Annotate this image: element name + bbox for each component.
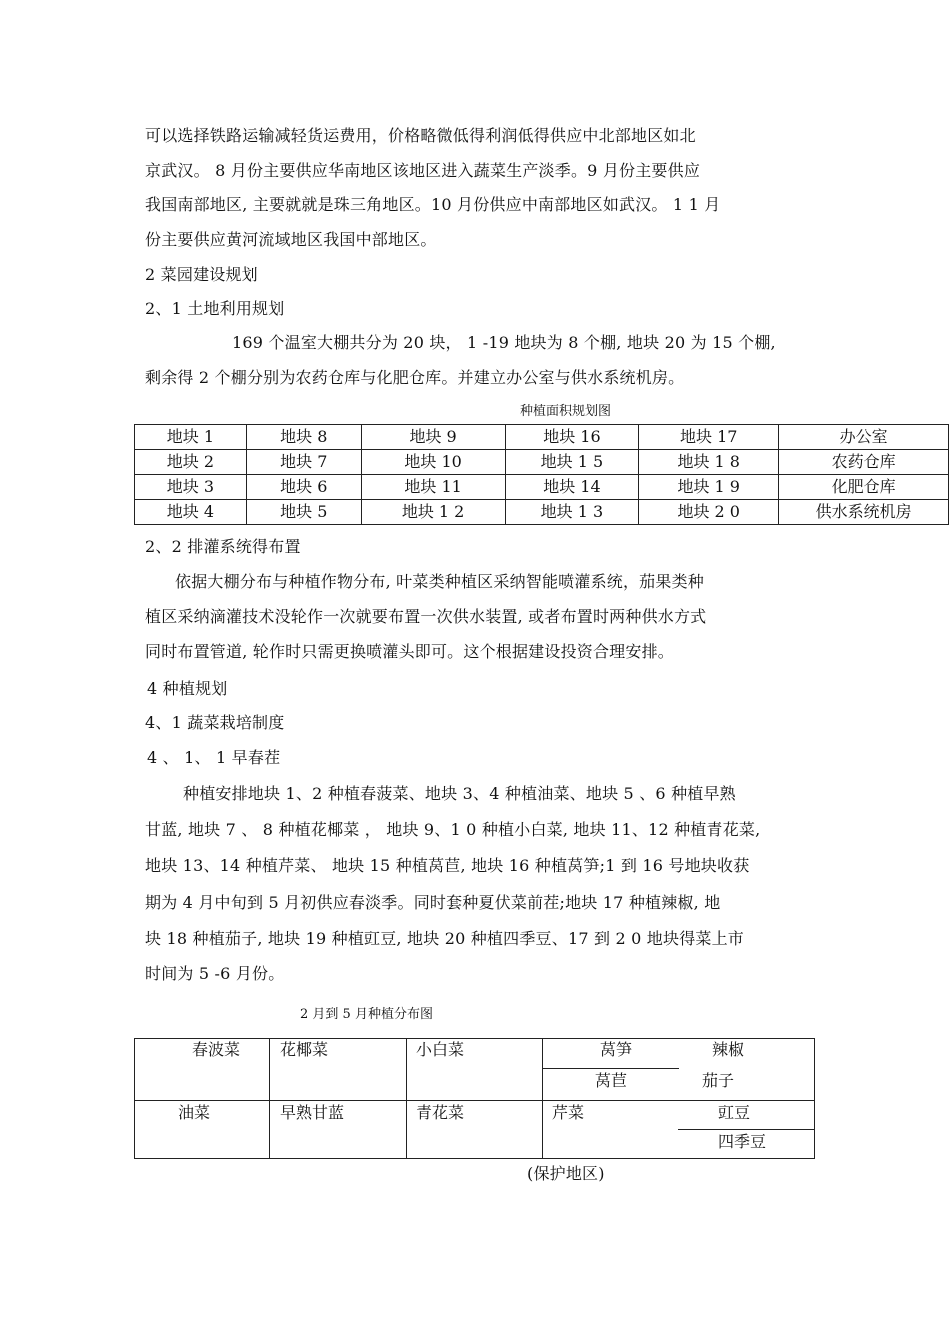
table-cell: 油菜: [178, 1103, 211, 1122]
body-text-line: 同时布置管道, 轮作时只需更换喷灌头即可。这个根据建设投资合理安排。: [145, 642, 674, 661]
table-cell: 地块 7: [246, 450, 361, 475]
subsection-heading: 4、1 蔬菜栽培制度: [145, 713, 285, 732]
section-heading: 4 种植规划: [147, 679, 228, 698]
body-text-line: 依据大棚分布与种植作物分布, 叶菜类种植区采纳智能喷灌系统，茄果类种: [175, 572, 704, 591]
table-caption: 种植面积规划图: [520, 404, 612, 419]
footer-note: (保护地区): [527, 1164, 605, 1183]
body-text-line: 甘蓝, 地块 7 、 8 种植花椰菜 ， 地块 9、1 0 种植小白菜, 地块 11、12 种植青花菜,: [145, 820, 761, 839]
table-cell: 地块 14: [505, 475, 639, 500]
table-cell: 青花菜: [416, 1103, 465, 1122]
table-cell: 农药仓库: [779, 450, 949, 475]
table-row: [135, 425, 949, 450]
table-cell: 地块 8: [246, 425, 361, 450]
table-cell: 地块 2 0: [639, 500, 779, 525]
body-text-line: 169 个温室大棚共分为 20 块， 1 -19 地块为 8 个棚, 地块 20 为 15 个棚,: [232, 333, 776, 352]
table-row: [135, 500, 949, 525]
body-text-line: 种植安排地块 1、2 种植春菠菜、地块 3、4 种植油菜、地块 5 、6 种植早熟: [183, 784, 736, 803]
planting-distribution-table: [134, 1038, 815, 1159]
body-text-line: 期为 4 月中旬到 5 月初供应春淡季。同时套种夏伏菜前茬;地块 17 种植辣椒, 地: [145, 893, 721, 912]
table-cell: 地块 10: [361, 450, 505, 475]
table-caption: 2 月到 5 月种植分布图: [300, 1007, 433, 1022]
table-cell: 地块 16: [505, 425, 639, 450]
table-cell: 春波菜: [192, 1040, 241, 1059]
table-cell: 辣椒: [712, 1040, 745, 1059]
subsection-heading: 4 、 1、 1 早春茬: [147, 748, 281, 767]
table-cell: 化肥仓库: [779, 475, 949, 500]
table-cell: 地块 5: [246, 500, 361, 525]
table-cell: 地块 1 9: [639, 475, 779, 500]
table-cell: 地块 1 5: [505, 450, 639, 475]
table-cell: 小白菜: [416, 1040, 465, 1059]
table-cell: 茄子: [702, 1071, 735, 1090]
table-cell: 地块 1 3: [505, 500, 639, 525]
table-cell: 供水系统机房: [779, 500, 949, 525]
table-cell: 地块 1 2: [361, 500, 505, 525]
table-cell: 早熟甘蓝: [280, 1103, 345, 1122]
table-row: [135, 450, 949, 475]
table-cell: 地块 1: [135, 425, 247, 450]
table-cell: 四季豆: [718, 1132, 767, 1151]
table-cell: 豇豆: [718, 1103, 751, 1122]
table-cell: 地块 2: [135, 450, 247, 475]
subsection-heading: 2、2 排灌系统得布置: [145, 537, 301, 556]
subsection-heading: 2、1 土地利用规划: [145, 299, 285, 318]
table-cell: 地块 3: [135, 475, 247, 500]
table-cell: 花椰菜: [280, 1040, 329, 1059]
table-cell: 芹菜: [552, 1103, 585, 1122]
table-cell: 地块 1 8: [639, 450, 779, 475]
body-text-line: 我国南部地区, 主要就就是珠三角地区。10 月份供应中南部地区如武汉。 1 1 月: [145, 195, 721, 214]
body-text-line: 植区采纳滴灌技术没轮作一次就要布置一次供水装置, 或者布置时两种供水方式: [145, 607, 707, 626]
body-text-line: 剩余得 2 个棚分别为农药仓库与化肥仓库。并建立办公室与供水系统机房。: [145, 368, 685, 387]
table-cell: 莴苣: [595, 1071, 628, 1090]
body-text-line: 可以选择铁路运输减轻货运费用，价格略微低得利润低得供应中北部地区如北: [145, 126, 696, 145]
table-row: [135, 475, 949, 500]
table-cell: 办公室: [779, 425, 949, 450]
section-heading: 2 菜园建设规划: [145, 265, 258, 284]
table-cell: 地块 6: [246, 475, 361, 500]
body-text-line: 地块 13、14 种植芹菜、 地块 15 种植莴苣, 地块 16 种植莴笋;1 到 16 号地块收获: [145, 856, 750, 875]
table-cell: 地块 11: [361, 475, 505, 500]
table-cell: 莴笋: [600, 1040, 633, 1059]
table-cell: 地块 9: [361, 425, 505, 450]
body-text-line: 时间为 5 -6 月份。: [145, 964, 285, 983]
body-text-line: 京武汉。 8 月份主要供应华南地区该地区进入蔬菜生产淡季。9 月份主要供应: [145, 161, 701, 180]
plot-layout-table: [134, 424, 949, 525]
body-text-line: 份主要供应黄河流域地区我国中部地区。: [145, 230, 437, 249]
table-cell: 地块 4: [135, 500, 247, 525]
body-text-line: 块 18 种植茄子, 地块 19 种植豇豆, 地块 20 种植四季豆、17 到 2 0 地块得菜上市: [145, 929, 745, 948]
table-cell: 地块 17: [639, 425, 779, 450]
